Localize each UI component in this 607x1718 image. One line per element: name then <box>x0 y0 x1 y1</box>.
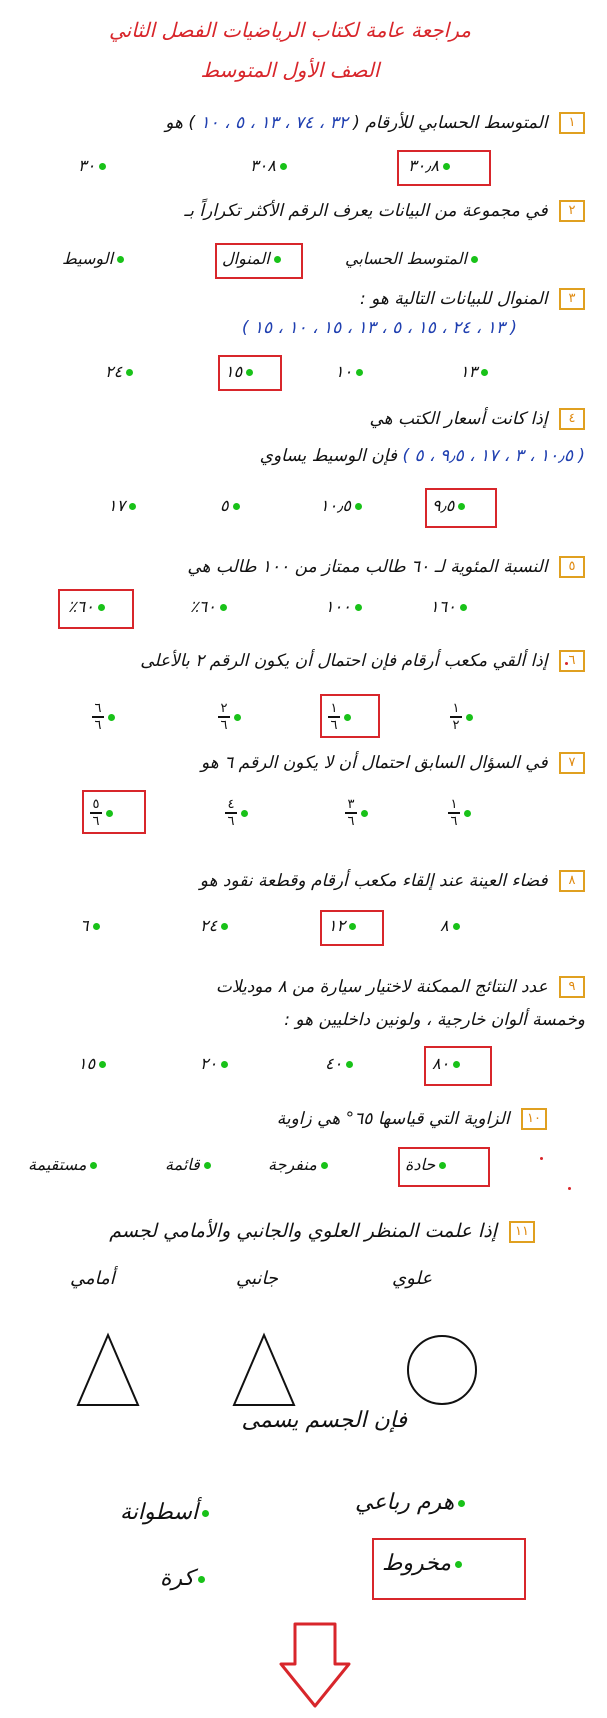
option-5-2[interactable]: ١٠٠ <box>325 597 366 616</box>
bullet-dot-icon <box>246 369 253 376</box>
question-number: ١٠ <box>521 1108 547 1130</box>
triangle-side-view <box>234 1335 294 1405</box>
option-3-4[interactable]: ٢٤ <box>105 362 137 381</box>
option-2-1[interactable]: المتوسط الحسابي <box>345 249 482 268</box>
option-3-2[interactable]: ١٠ <box>335 362 367 381</box>
option-10-3[interactable]: قائمة <box>165 1155 215 1174</box>
bullet-dot-icon <box>280 163 287 170</box>
question-9: ٩ عدد النتائج الممكنة لاختيار سيارة من ٨ موديلات <box>216 976 585 998</box>
stray-mark <box>568 1187 571 1190</box>
view-label-side: جانبي <box>236 1268 279 1289</box>
option-2-3[interactable]: الوسيط <box>62 249 128 268</box>
option-9-2[interactable]: ٤٠ <box>325 1054 357 1073</box>
question-5: ٥ النسبة المئوية لـ ٦٠ طالب ممتاز من ١٠٠ طالب هي <box>187 556 585 578</box>
option-4-2[interactable]: ١٠٫٥ <box>320 496 366 515</box>
option-4-3[interactable]: ٥ <box>220 496 244 515</box>
question-number: ٣ <box>559 288 585 310</box>
option-8-1[interactable]: ٨ <box>440 916 464 935</box>
question-number: ٤ <box>559 408 585 430</box>
question-11: ١١ إذا علمت المنظر العلوي والجانبي والأمامي لجسم <box>109 1220 535 1243</box>
question-numbers: ( ١٣ ، ٢٤ ، ١٥ ، ٥ ، ١٣ ، ١٥ ، ١٠ ، ١٥ ) <box>241 318 517 338</box>
option-1-2[interactable]: ٣٠٨ <box>250 156 291 175</box>
bullet-dot-icon <box>458 1500 465 1507</box>
option-7-4[interactable]: $\frac{٥}{٦}$ <box>90 798 117 828</box>
question-number: ٩ <box>559 976 585 998</box>
question-1: ١ المتوسط الحسابي للأرقام ( ٣٢ ، ٧٤ ، ١٣ ، ٥ ، ١٠ ) هو <box>165 112 585 134</box>
bullet-dot-icon <box>221 1061 228 1068</box>
bullet-dot-icon <box>355 503 362 510</box>
view-label-top: علوي <box>392 1268 433 1289</box>
question-number: ٨ <box>559 870 585 892</box>
bullet-dot-icon <box>90 1162 97 1169</box>
down-arrow-icon[interactable] <box>275 1620 355 1712</box>
option-4-4[interactable]: ١٧ <box>108 496 140 515</box>
views-drawing <box>0 1320 607 1420</box>
option-10-4[interactable]: مستقيمة <box>28 1155 101 1174</box>
bullet-dot-icon <box>202 1510 209 1517</box>
option-11-1[interactable]: هرم رباعي <box>355 1490 469 1515</box>
option-5-4[interactable]: ٦٠٪ <box>68 597 109 616</box>
bullet-dot-icon <box>356 369 363 376</box>
option-7-3[interactable]: $\frac{٤}{٦}$ <box>225 798 252 828</box>
option-8-2[interactable]: ١٢ <box>328 916 360 935</box>
question-number: ٥ <box>559 556 585 578</box>
question-number: ٢ <box>559 200 585 222</box>
bullet-dot-icon <box>241 810 248 817</box>
bullet-dot-icon <box>355 604 362 611</box>
option-7-2[interactable]: $\frac{٣}{٦}$ <box>345 798 372 828</box>
question-number: ١ <box>559 112 585 134</box>
bullet-dot-icon <box>439 1162 446 1169</box>
option-11-3[interactable]: مخروط <box>382 1551 466 1576</box>
bullet-dot-icon <box>460 604 467 611</box>
question-4: ٤ إذا كانت أسعار الكتب هي <box>369 408 585 430</box>
bullet-dot-icon <box>471 256 478 263</box>
question-11-prompt: فإن الجسم يسمى <box>241 1408 407 1433</box>
bullet-dot-icon <box>204 1162 211 1169</box>
option-11-4[interactable]: كرة <box>160 1566 209 1591</box>
question-number: ٦ <box>559 650 585 672</box>
triangle-front-view <box>78 1335 138 1405</box>
option-9-4[interactable]: ١٥ <box>78 1054 110 1073</box>
question-3: ٣ المنوال للبيانات التالية هو : <box>360 288 585 310</box>
bullet-dot-icon <box>321 1162 328 1169</box>
question-8: ٨ فضاء العينة عند إلقاء مكعب أرقام وقطعة نقود هو <box>200 870 585 892</box>
question-7: ٧ في السؤال السابق احتمال أن لا يكون الرقم ٦ هو <box>201 752 585 774</box>
option-10-1[interactable]: حادة <box>405 1155 450 1174</box>
bullet-dot-icon <box>349 923 356 930</box>
question-number: ١١ <box>509 1221 535 1243</box>
page-subtitle: الصف الأول المتوسط <box>200 58 380 82</box>
option-10-2[interactable]: منفرجة <box>268 1155 332 1174</box>
bullet-dot-icon <box>466 714 473 721</box>
bullet-dot-icon <box>108 714 115 721</box>
bullet-dot-icon <box>234 714 241 721</box>
option-9-3[interactable]: ٢٠ <box>200 1054 232 1073</box>
option-8-4[interactable]: ٦ <box>80 916 104 935</box>
question-numbers: ( ١٠٫٥ ، ٣ ، ١٧ ، ٩٫٥ ، ٥ ) <box>402 446 585 466</box>
bullet-dot-icon <box>93 923 100 930</box>
bullet-dot-icon <box>233 503 240 510</box>
bullet-dot-icon <box>221 923 228 930</box>
bullet-dot-icon <box>481 369 488 376</box>
option-7-1[interactable]: $\frac{١}{٦}$ <box>448 798 475 828</box>
question-9-line2: وخمسة ألوان خارجية ، ولونين داخليين هو : <box>284 1010 585 1030</box>
page-title: مراجعة عامة لكتاب الرياضيات الفصل الثاني <box>109 18 471 42</box>
circle-top-view <box>408 1336 476 1404</box>
option-11-2[interactable]: أسطوانة <box>120 1500 213 1525</box>
bullet-dot-icon <box>344 714 351 721</box>
option-1-3[interactable]: ٣٠ <box>78 156 110 175</box>
question-6: ٦ إذا ألقي مكعب أرقام فإن احتمال أن يكون الرقم ٢ بالأعلى <box>140 650 585 672</box>
bullet-dot-icon <box>274 256 281 263</box>
option-6-2[interactable]: $\frac{١}{٦}$ <box>328 702 355 732</box>
option-2-2[interactable]: المنوال <box>222 249 285 268</box>
option-4-1[interactable]: ٩٫٥ <box>432 496 469 515</box>
option-6-3[interactable]: $\frac{٢}{٦}$ <box>218 702 245 732</box>
bullet-dot-icon <box>106 810 113 817</box>
option-9-1[interactable]: ٨٠ <box>432 1054 464 1073</box>
bullet-dot-icon <box>220 604 227 611</box>
option-3-3[interactable]: ١٥ <box>225 362 257 381</box>
question-number: ٧ <box>559 752 585 774</box>
bullet-dot-icon <box>346 1061 353 1068</box>
option-6-1[interactable]: $\frac{١}{٢}$ <box>450 702 477 732</box>
bullet-dot-icon <box>126 369 133 376</box>
option-5-3[interactable]: ٦٠٪ <box>190 597 231 616</box>
bullet-dot-icon <box>455 1561 462 1568</box>
bullet-dot-icon <box>458 503 465 510</box>
bullet-dot-icon <box>198 1576 205 1583</box>
bullet-dot-icon <box>361 810 368 817</box>
bullet-dot-icon <box>453 1061 460 1068</box>
view-label-front: أمامي <box>70 1268 115 1289</box>
bullet-dot-icon <box>129 503 136 510</box>
question-10: ١٠ الزاوية التي قياسها ٦٥° هي زاوية <box>277 1108 547 1130</box>
option-8-3[interactable]: ٢٤ <box>200 916 232 935</box>
bullet-dot-icon <box>99 163 106 170</box>
stray-mark <box>540 1157 543 1160</box>
bullet-dot-icon <box>117 256 124 263</box>
bullet-dot-icon <box>464 810 471 817</box>
bullet-dot-icon <box>98 604 105 611</box>
bullet-dot-icon <box>99 1061 106 1068</box>
question-4-line2: ( ١٠٫٥ ، ٣ ، ١٧ ، ٩٫٥ ، ٥ ) فإن الوسيط يساوي <box>259 446 585 466</box>
bullet-dot-icon <box>453 923 460 930</box>
option-5-1[interactable]: ١٦٠ <box>430 597 471 616</box>
question-numbers: ٣٢ ، ٧٤ ، ١٣ ، ٥ ، ١٠ <box>200 113 348 133</box>
bullet-dot-icon <box>443 163 450 170</box>
option-3-1[interactable]: ١٣ <box>460 362 492 381</box>
option-6-4[interactable]: $\frac{٦}{٦}$ <box>92 702 119 732</box>
option-1-1[interactable]: ٣٠٫٨ <box>408 156 454 175</box>
question-2: ٢ في مجموعة من البيانات يعرف الرقم الأكثر تكراراً بـ <box>184 200 585 222</box>
stray-mark <box>565 662 568 665</box>
